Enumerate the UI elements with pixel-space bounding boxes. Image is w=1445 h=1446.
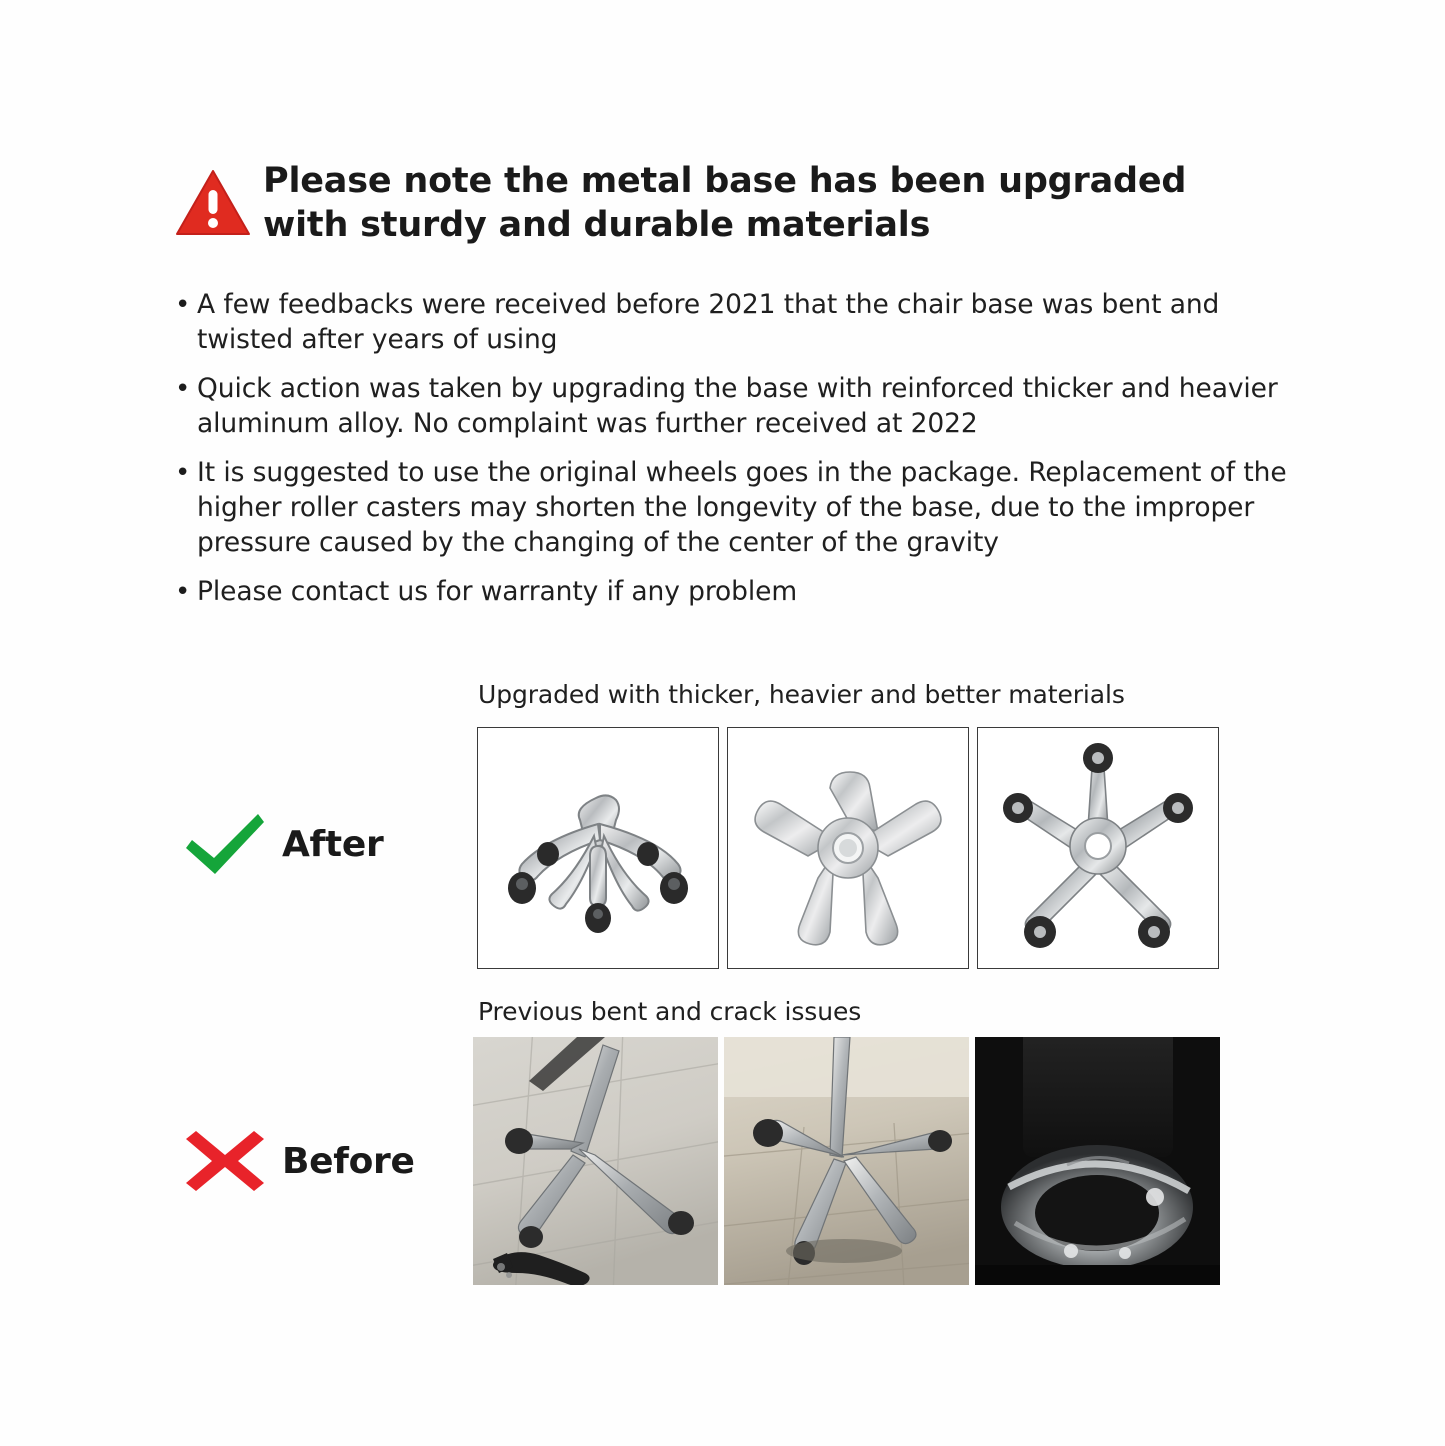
list-item (175, 371, 1290, 441)
before-label: Before (282, 1140, 415, 1182)
before-caption: Previous bent and crack issues (478, 997, 862, 1026)
green-check-icon (180, 808, 270, 880)
after-label: After (282, 823, 384, 865)
heading-block (175, 160, 1285, 248)
after-image-3 (977, 727, 1219, 969)
page-title: Please note the metal base has been upgraded with sturdy and durable materials (263, 161, 1187, 245)
before-image-1 (473, 1037, 718, 1285)
after-caption: Upgraded with thicker, heavier and better materials (478, 680, 1125, 709)
after-label-group (180, 808, 383, 880)
bullet-text: Please contact us for warranty if any problem (197, 576, 798, 607)
list-item (175, 455, 1290, 560)
bullet-marker: • (175, 577, 191, 607)
after-image-2 (727, 727, 969, 969)
before-image-2 (724, 1037, 969, 1285)
before-image-row (473, 1037, 1220, 1285)
bullet-list (175, 287, 1290, 624)
after-image-row (477, 727, 1219, 969)
after-image-1 (477, 727, 719, 969)
bullet-text: Quick action was taken by upgrading the base with reinforced thicker and heavier aluminum alloy. No complaint was further received at 2022 (197, 373, 1278, 439)
warning-triangle-icon (175, 168, 251, 238)
bullet-marker: • (175, 458, 191, 488)
bullet-text: A few feedbacks were received before 2021 that the chair base was bent and twisted after years of using (197, 289, 1220, 355)
before-label-group (180, 1125, 415, 1197)
red-x-icon (180, 1125, 270, 1197)
bullet-marker: • (175, 374, 191, 404)
bullet-text: It is suggested to use the original wheels goes in the package. Replacement of the higher roller casters may shorten the longevity of the base, due to the improper pressure caused by the changing of the center of the gravity (197, 457, 1287, 558)
before-image-3 (975, 1037, 1220, 1285)
list-item (175, 287, 1290, 357)
list-item (175, 574, 1290, 610)
bullet-marker: • (175, 290, 191, 320)
